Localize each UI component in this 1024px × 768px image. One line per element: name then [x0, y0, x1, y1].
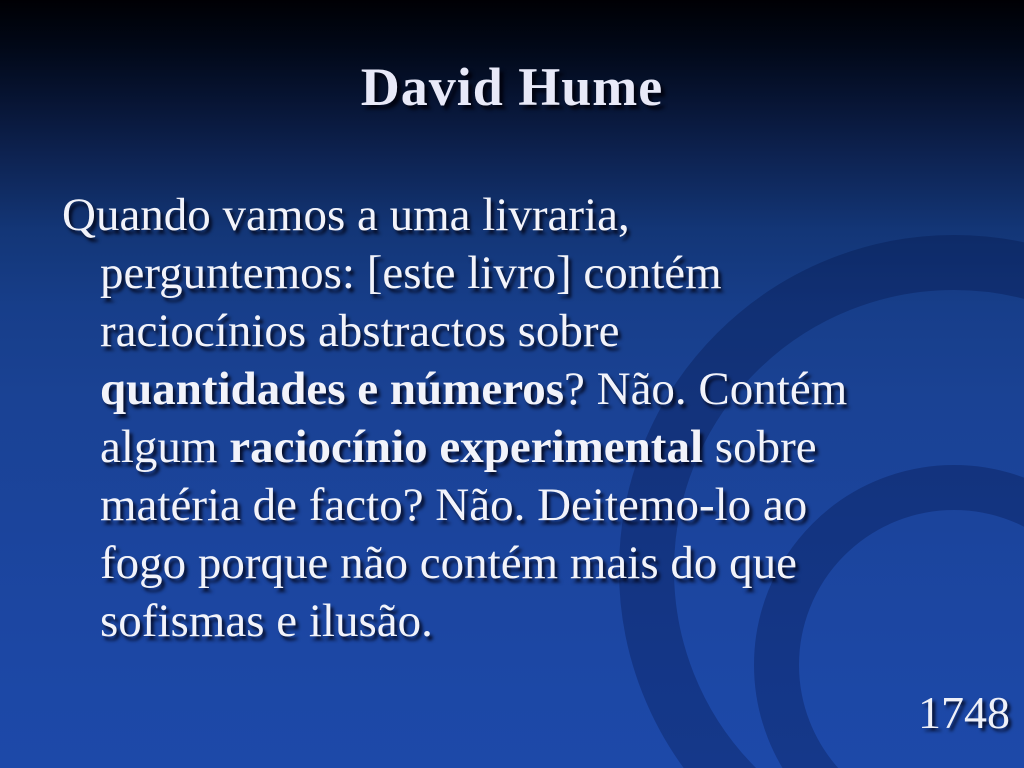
body-line — [62, 244, 1012, 302]
body-line — [62, 418, 1012, 476]
body-line — [62, 534, 1012, 592]
body-segment: ? Não. Contém — [564, 363, 848, 415]
body-segment: sobre — [703, 421, 817, 473]
body-segment-bold: quantidades e números — [100, 363, 565, 415]
body-segment: matéria de facto? Não. Deitemo-lo ao — [100, 479, 808, 531]
body-segment: perguntemos: [este livro] contém — [100, 247, 722, 299]
year-label: 1748 — [918, 687, 1010, 738]
body-segment: Quando vamos a uma livraria, — [62, 189, 630, 241]
body-segment: raciocínios abstractos sobre — [100, 305, 620, 357]
body-segment: fogo porque não contém mais do que — [100, 537, 797, 589]
body-segment: algum — [100, 421, 230, 473]
body-line — [62, 186, 1012, 244]
body-line — [62, 476, 1012, 534]
body-segment: sofismas e ilusão. — [100, 595, 433, 647]
body-segment-bold: raciocínio experimental — [229, 421, 704, 473]
slide-title: David Hume — [360, 57, 664, 117]
body-line — [62, 360, 1012, 418]
body-line — [62, 302, 1012, 360]
body-line — [62, 592, 1012, 650]
slide-body — [62, 186, 1012, 650]
